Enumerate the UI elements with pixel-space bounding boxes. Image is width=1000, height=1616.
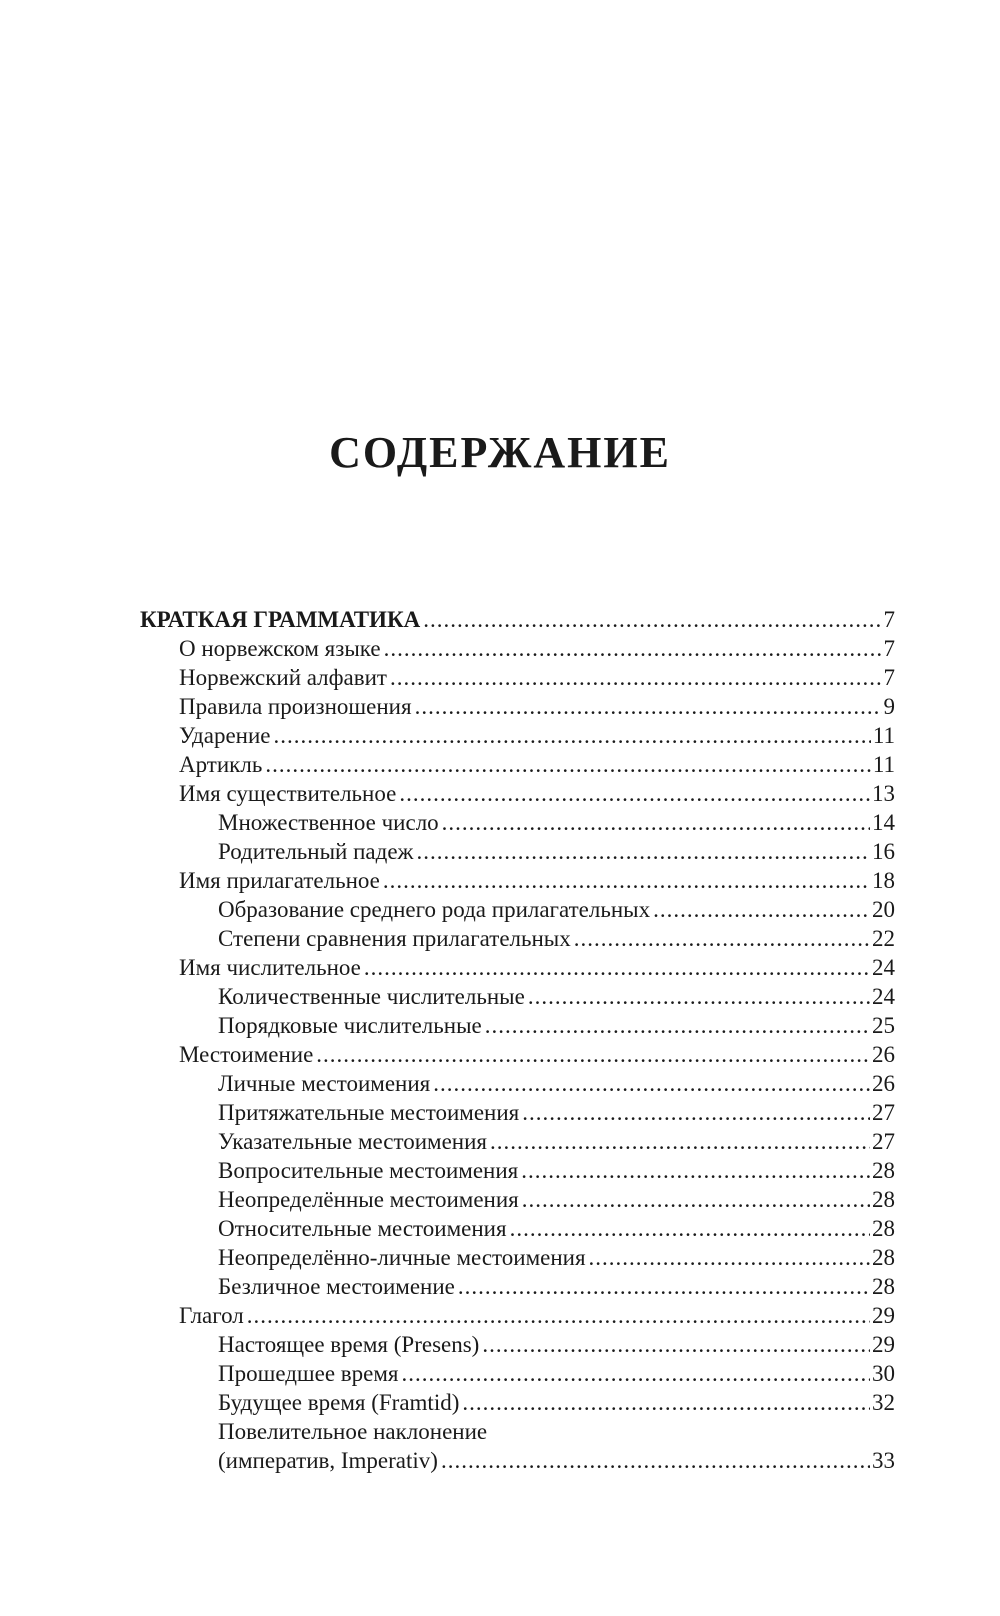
toc-entry xyxy=(140,1011,895,1040)
toc-dot-leader xyxy=(274,721,871,750)
toc-page-number: 9 xyxy=(883,694,895,719)
toc-dot-leader xyxy=(462,1388,870,1417)
toc-entry xyxy=(140,837,895,866)
toc-page-number: 7 xyxy=(883,607,895,632)
toc-entry-label: Настоящее время (Presens) xyxy=(218,1332,480,1357)
toc-entry-label: Имя числительное xyxy=(179,955,361,980)
toc-entry xyxy=(140,605,895,634)
toc-entry xyxy=(140,1185,895,1214)
toc-page-number: 27 xyxy=(872,1129,895,1154)
toc-dot-leader xyxy=(383,866,870,895)
toc-page-number: 33 xyxy=(872,1448,895,1473)
toc-entry-label: Личные местоимения xyxy=(218,1071,431,1096)
toc-dot-leader xyxy=(485,1011,870,1040)
toc-entry xyxy=(140,1214,895,1243)
toc-page-number: 28 xyxy=(872,1274,895,1299)
toc-entry-label: Множественное число xyxy=(218,810,439,835)
toc-entry xyxy=(140,750,895,779)
toc-dot-leader xyxy=(522,1098,870,1127)
toc-entry xyxy=(140,808,895,837)
toc-entry-label: Правила произношения xyxy=(179,694,412,719)
toc-page-number: 16 xyxy=(872,839,895,864)
toc-page-number: 29 xyxy=(872,1303,895,1328)
toc-dot-leader xyxy=(265,750,871,779)
toc-entry-label: Безличное местоимение xyxy=(218,1274,455,1299)
toc-entry-label: Ударение xyxy=(179,723,271,748)
toc-entry-label: Артикль xyxy=(179,752,263,777)
toc-page-number: 13 xyxy=(872,781,895,806)
toc-dot-leader xyxy=(390,663,882,692)
toc-dot-leader xyxy=(490,1127,870,1156)
toc-entry xyxy=(140,982,895,1011)
toc-page-number: 25 xyxy=(872,1013,895,1038)
toc-dot-leader xyxy=(653,895,870,924)
toc-entry-label: КРАТКАЯ ГРАММАТИКА xyxy=(140,607,421,632)
toc-page-number: 26 xyxy=(872,1042,895,1067)
toc-entry xyxy=(140,1301,895,1330)
toc-entry-label: Порядковые числительные xyxy=(218,1013,482,1038)
toc-entry-label: Относительные местоимения xyxy=(218,1216,507,1241)
toc-entry xyxy=(140,924,895,953)
toc-entry xyxy=(140,634,895,663)
toc-entry-label: Имя существительное xyxy=(179,781,397,806)
toc-page-number: 30 xyxy=(872,1361,895,1386)
toc-page-number: 26 xyxy=(872,1071,895,1096)
toc-entry-label: Родительный падеж xyxy=(218,839,414,864)
toc-entry-label: Имя прилагательное xyxy=(179,868,380,893)
toc-entry xyxy=(140,1446,895,1475)
toc-entry-label: Норвежский алфавит xyxy=(179,665,387,690)
toc-dot-leader xyxy=(416,837,870,866)
toc-page-number: 28 xyxy=(872,1245,895,1270)
toc-dot-leader xyxy=(423,605,881,634)
toc-dot-leader xyxy=(441,1446,870,1475)
toc-entry-label: Неопределённо-личные местоимения xyxy=(218,1245,586,1270)
toc-entry xyxy=(140,692,895,721)
page-title: СОДЕРЖАНИЕ xyxy=(329,428,671,477)
toc-entry xyxy=(140,1040,895,1069)
toc-entry xyxy=(140,1330,895,1359)
toc-page-number: 32 xyxy=(872,1390,895,1415)
toc-entry-label: (императив, Imperativ) xyxy=(218,1448,438,1473)
toc-entry xyxy=(140,1272,895,1301)
toc-entry xyxy=(140,1069,895,1098)
toc-dot-leader xyxy=(522,1185,870,1214)
toc-entry-label: Притяжательные местоимения xyxy=(218,1100,520,1125)
toc-entry-label: Местоимение xyxy=(179,1042,314,1067)
toc-page-number: 29 xyxy=(872,1332,895,1357)
toc-dot-leader xyxy=(384,634,882,663)
toc-dot-leader xyxy=(247,1301,870,1330)
toc-page-number: 24 xyxy=(872,984,895,1009)
toc-page-number: 7 xyxy=(883,665,895,690)
toc-dot-leader xyxy=(442,808,870,837)
toc-dot-leader xyxy=(589,1243,870,1272)
toc-page-number: 22 xyxy=(872,926,895,951)
toc-entry-label: Неопределённые местоимения xyxy=(218,1187,519,1212)
toc-entry xyxy=(140,663,895,692)
toc-entry xyxy=(140,1417,895,1446)
toc-entry xyxy=(140,1243,895,1272)
toc-page-number: 18 xyxy=(872,868,895,893)
toc-page-number: 27 xyxy=(872,1100,895,1125)
toc-dot-leader xyxy=(399,779,870,808)
toc-dot-leader xyxy=(528,982,870,1011)
toc-entry-label: Будущее время (Framtid) xyxy=(218,1390,460,1415)
toc-entry-label: Вопросительные местоимения xyxy=(218,1158,519,1183)
toc-entry-label: Повелительное наклонение xyxy=(218,1419,488,1444)
toc-entry xyxy=(140,1388,895,1417)
toc-entry-label: Образование среднего рода прилагательных xyxy=(218,897,651,922)
toc-page-number: 28 xyxy=(872,1216,895,1241)
toc-dot-leader xyxy=(458,1272,870,1301)
toc-dot-leader xyxy=(521,1156,870,1185)
toc-page-number: 11 xyxy=(872,723,895,748)
toc-dot-leader xyxy=(415,692,882,721)
toc-entry xyxy=(140,721,895,750)
toc-page-number: 24 xyxy=(872,955,895,980)
toc-entry xyxy=(140,953,895,982)
toc-entry-label: О норвежском языке xyxy=(179,636,381,661)
toc-entry xyxy=(140,895,895,924)
toc-dot-leader xyxy=(433,1069,870,1098)
toc-entry xyxy=(140,1098,895,1127)
toc-dot-leader xyxy=(482,1330,870,1359)
toc-dot-leader xyxy=(402,1359,870,1388)
toc-page-number: 28 xyxy=(872,1187,895,1212)
toc-dot-leader xyxy=(364,953,870,982)
toc-page-number: 14 xyxy=(872,810,895,835)
toc-entry xyxy=(140,866,895,895)
toc-dot-leader xyxy=(316,1040,870,1069)
toc-dot-leader xyxy=(510,1214,870,1243)
toc-entry xyxy=(140,1359,895,1388)
toc-entry-label: Количественные числительные xyxy=(218,984,525,1009)
toc-entry xyxy=(140,1156,895,1185)
toc-page-number: 28 xyxy=(872,1158,895,1183)
toc-entry-label: Прошедшее время xyxy=(218,1361,399,1386)
toc-entry xyxy=(140,1127,895,1156)
toc-entry xyxy=(140,779,895,808)
toc-entry-label: Указательные местоимения xyxy=(218,1129,488,1154)
table-of-contents xyxy=(140,605,895,1475)
toc-entry-label: Глагол xyxy=(179,1303,244,1328)
toc-page-number: 20 xyxy=(872,897,895,922)
toc-page-number: 11 xyxy=(872,752,895,777)
toc-dot-leader xyxy=(574,924,870,953)
toc-entry-label: Степени сравнения прилагательных xyxy=(218,926,571,951)
toc-page-number: 7 xyxy=(883,636,895,661)
